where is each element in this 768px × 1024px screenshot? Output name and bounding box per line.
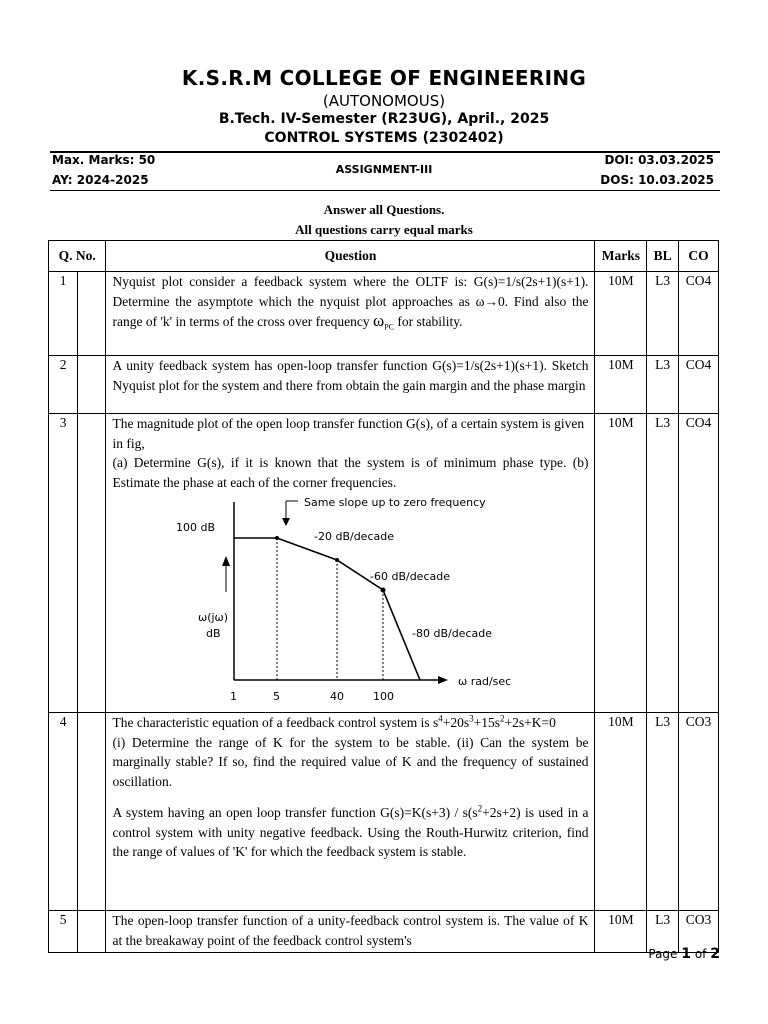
marks-cell: 10M	[595, 272, 647, 356]
date-of-issue: DOI: 03.03.2025	[604, 153, 714, 167]
fig-x-label: ω rad/sec	[458, 675, 512, 688]
q4-b-pre: A system having an open loop transfer function G(s)=K(s+3) / s(s	[112, 805, 478, 820]
header-co: CO	[678, 241, 718, 272]
question-text: A unity feedback system has open-loop transfer function G(s)=1/s(2s+1)(s+1). Sketch Nyquist plot for the system and there from obtain the gain margin and the phase margin	[106, 356, 595, 414]
q4-equation	[112, 713, 588, 733]
marks-cell: 10M	[595, 911, 647, 953]
fig-y-label-2: dB	[206, 627, 222, 640]
autonomous-label: (AUTONOMOUS)	[322, 92, 446, 110]
instruction-equal-marks: All questions carry equal marks	[295, 222, 473, 237]
bl-cell: L3	[647, 272, 679, 356]
marks-cell: 10M	[595, 414, 647, 713]
marks-cell: 10M	[595, 356, 647, 414]
footer-page-word: Page	[648, 947, 678, 961]
bl-cell: L3	[647, 713, 679, 911]
q4-b-sup: 2	[477, 803, 483, 814]
fig-tick-40: 40	[330, 690, 345, 703]
q4-eq-sup: 3	[469, 713, 474, 724]
header-rule-bottom	[50, 190, 720, 191]
marks-cell: 10M	[595, 713, 647, 911]
bl-cell: L3	[647, 911, 679, 953]
fig-y-indicator-head	[222, 556, 230, 566]
fig-tick-100: 100	[373, 690, 395, 703]
table-header-row	[49, 241, 719, 272]
header-question: Question	[106, 241, 595, 272]
question-number: 1	[49, 272, 78, 356]
fig-y-label-1: ω(jω)	[198, 611, 229, 624]
fig-magnitude-curve	[234, 538, 420, 680]
date-of-submission: DOS: 10.03.2025	[600, 173, 714, 187]
table-row	[49, 414, 719, 713]
question-number: 2	[49, 356, 78, 414]
instruction-answer-all: Answer all Questions.	[323, 202, 445, 217]
page-footer	[648, 946, 720, 962]
fig-top-arrow-head	[282, 518, 290, 526]
q3-text-2: (a) Determine G(s), if it is known that the system is of minimum phase type. (b) Estimate the phase at each of the corner frequencies.	[112, 455, 589, 490]
q1-pc-subscript: PC	[384, 322, 395, 332]
q4-part-b	[112, 803, 588, 862]
fig-x-arrow	[438, 676, 448, 684]
q4-eq-c: +2s+K=0	[504, 715, 556, 730]
magnitude-plot-figure	[168, 494, 588, 710]
table-row	[49, 911, 719, 953]
bl-cell: L3	[647, 414, 679, 713]
question-text: The open-loop transfer function of a unity-feedback control system is. The value of K at the breakaway point of the feedback control system's	[106, 911, 595, 953]
blank-cell	[78, 713, 106, 911]
co-cell: CO3	[678, 911, 718, 953]
fig-tick-5: 5	[273, 690, 281, 703]
blank-cell	[78, 272, 106, 356]
fig-100db-label: 100 dB	[176, 521, 216, 534]
q4-eq-b: +15s	[473, 715, 500, 730]
co-cell: CO4	[678, 414, 718, 713]
semester-line: B.Tech. IV-Semester (R23UG), April., 2025	[218, 111, 550, 127]
question-number: 5	[49, 911, 78, 953]
college-name: K.S.R.M COLLEGE OF ENGINEERING	[181, 66, 587, 90]
footer-page-number: 1	[681, 946, 692, 962]
header-qno: Q. No.	[49, 241, 106, 272]
q1-tail: for stability.	[394, 314, 463, 329]
fig-slope-1: -20 dB/decade	[314, 530, 395, 543]
max-marks: Max. Marks: 50	[52, 153, 156, 167]
q4-eq-a: +20s	[442, 715, 470, 730]
question-text	[106, 272, 595, 356]
co-cell: CO4	[678, 356, 718, 414]
q3-text-1: The magnitude plot of the open loop transfer function G(s), of a certain system is given in fig,	[112, 416, 585, 451]
co-cell: CO3	[678, 713, 718, 911]
footer-page-total: 2	[710, 946, 720, 962]
table-row	[49, 713, 719, 911]
fig-slope-2: -60 dB/decade	[370, 570, 451, 583]
questions-table	[48, 240, 719, 953]
assignment-title: ASSIGNMENT-III	[335, 163, 433, 176]
table-row	[49, 272, 719, 356]
q1-omega: ω	[373, 311, 385, 330]
co-cell: CO4	[678, 272, 718, 356]
header-bl: BL	[647, 241, 679, 272]
question-text	[106, 713, 595, 911]
question-text	[106, 414, 595, 713]
q4-eq-sup: 4	[438, 713, 443, 724]
q4-b-post: +2s+2) is used in a control system with unity negative feedback. Using the Routh-Hurwitz criterion, find the range of values of 'K' for which the feedback system is stable.	[112, 805, 589, 859]
q4-eq-sup: 2	[499, 713, 505, 724]
q1-text: Nyquist plot consider a feedback system where the OLTF is: G(s)=1/s(2s+1)(s+1). Determine the asymptote which the nyquist plot approaches as ω→0. Find also the range of 'k' in terms of the cross over frequency	[112, 274, 589, 329]
fig-tick-1: 1	[230, 690, 238, 703]
blank-cell	[78, 911, 106, 953]
bl-cell: L3	[647, 356, 679, 414]
q4-eq-pre: The characteristic equation of a feedback control system is s	[112, 715, 439, 730]
fig-slope-3: -80 dB/decade	[412, 627, 493, 640]
subject-line: CONTROL SYSTEMS (2302402)	[264, 130, 504, 146]
blank-cell	[78, 356, 106, 414]
academic-year: AY: 2024-2025	[52, 173, 149, 187]
blank-cell	[78, 414, 106, 713]
q4-part-i: (i) Determine the range of K for the system to be stable. (ii) Can the system be marginally stable? If so, find the required value of K and the frequency of sustained oscillation.	[112, 734, 589, 789]
fig-top-label: Same slope up to zero frequency	[304, 496, 487, 509]
question-number: 3	[49, 414, 78, 713]
question-number: 4	[49, 713, 78, 911]
header-marks: Marks	[595, 241, 647, 272]
footer-of-word: of	[694, 947, 707, 961]
table-row	[49, 356, 719, 414]
